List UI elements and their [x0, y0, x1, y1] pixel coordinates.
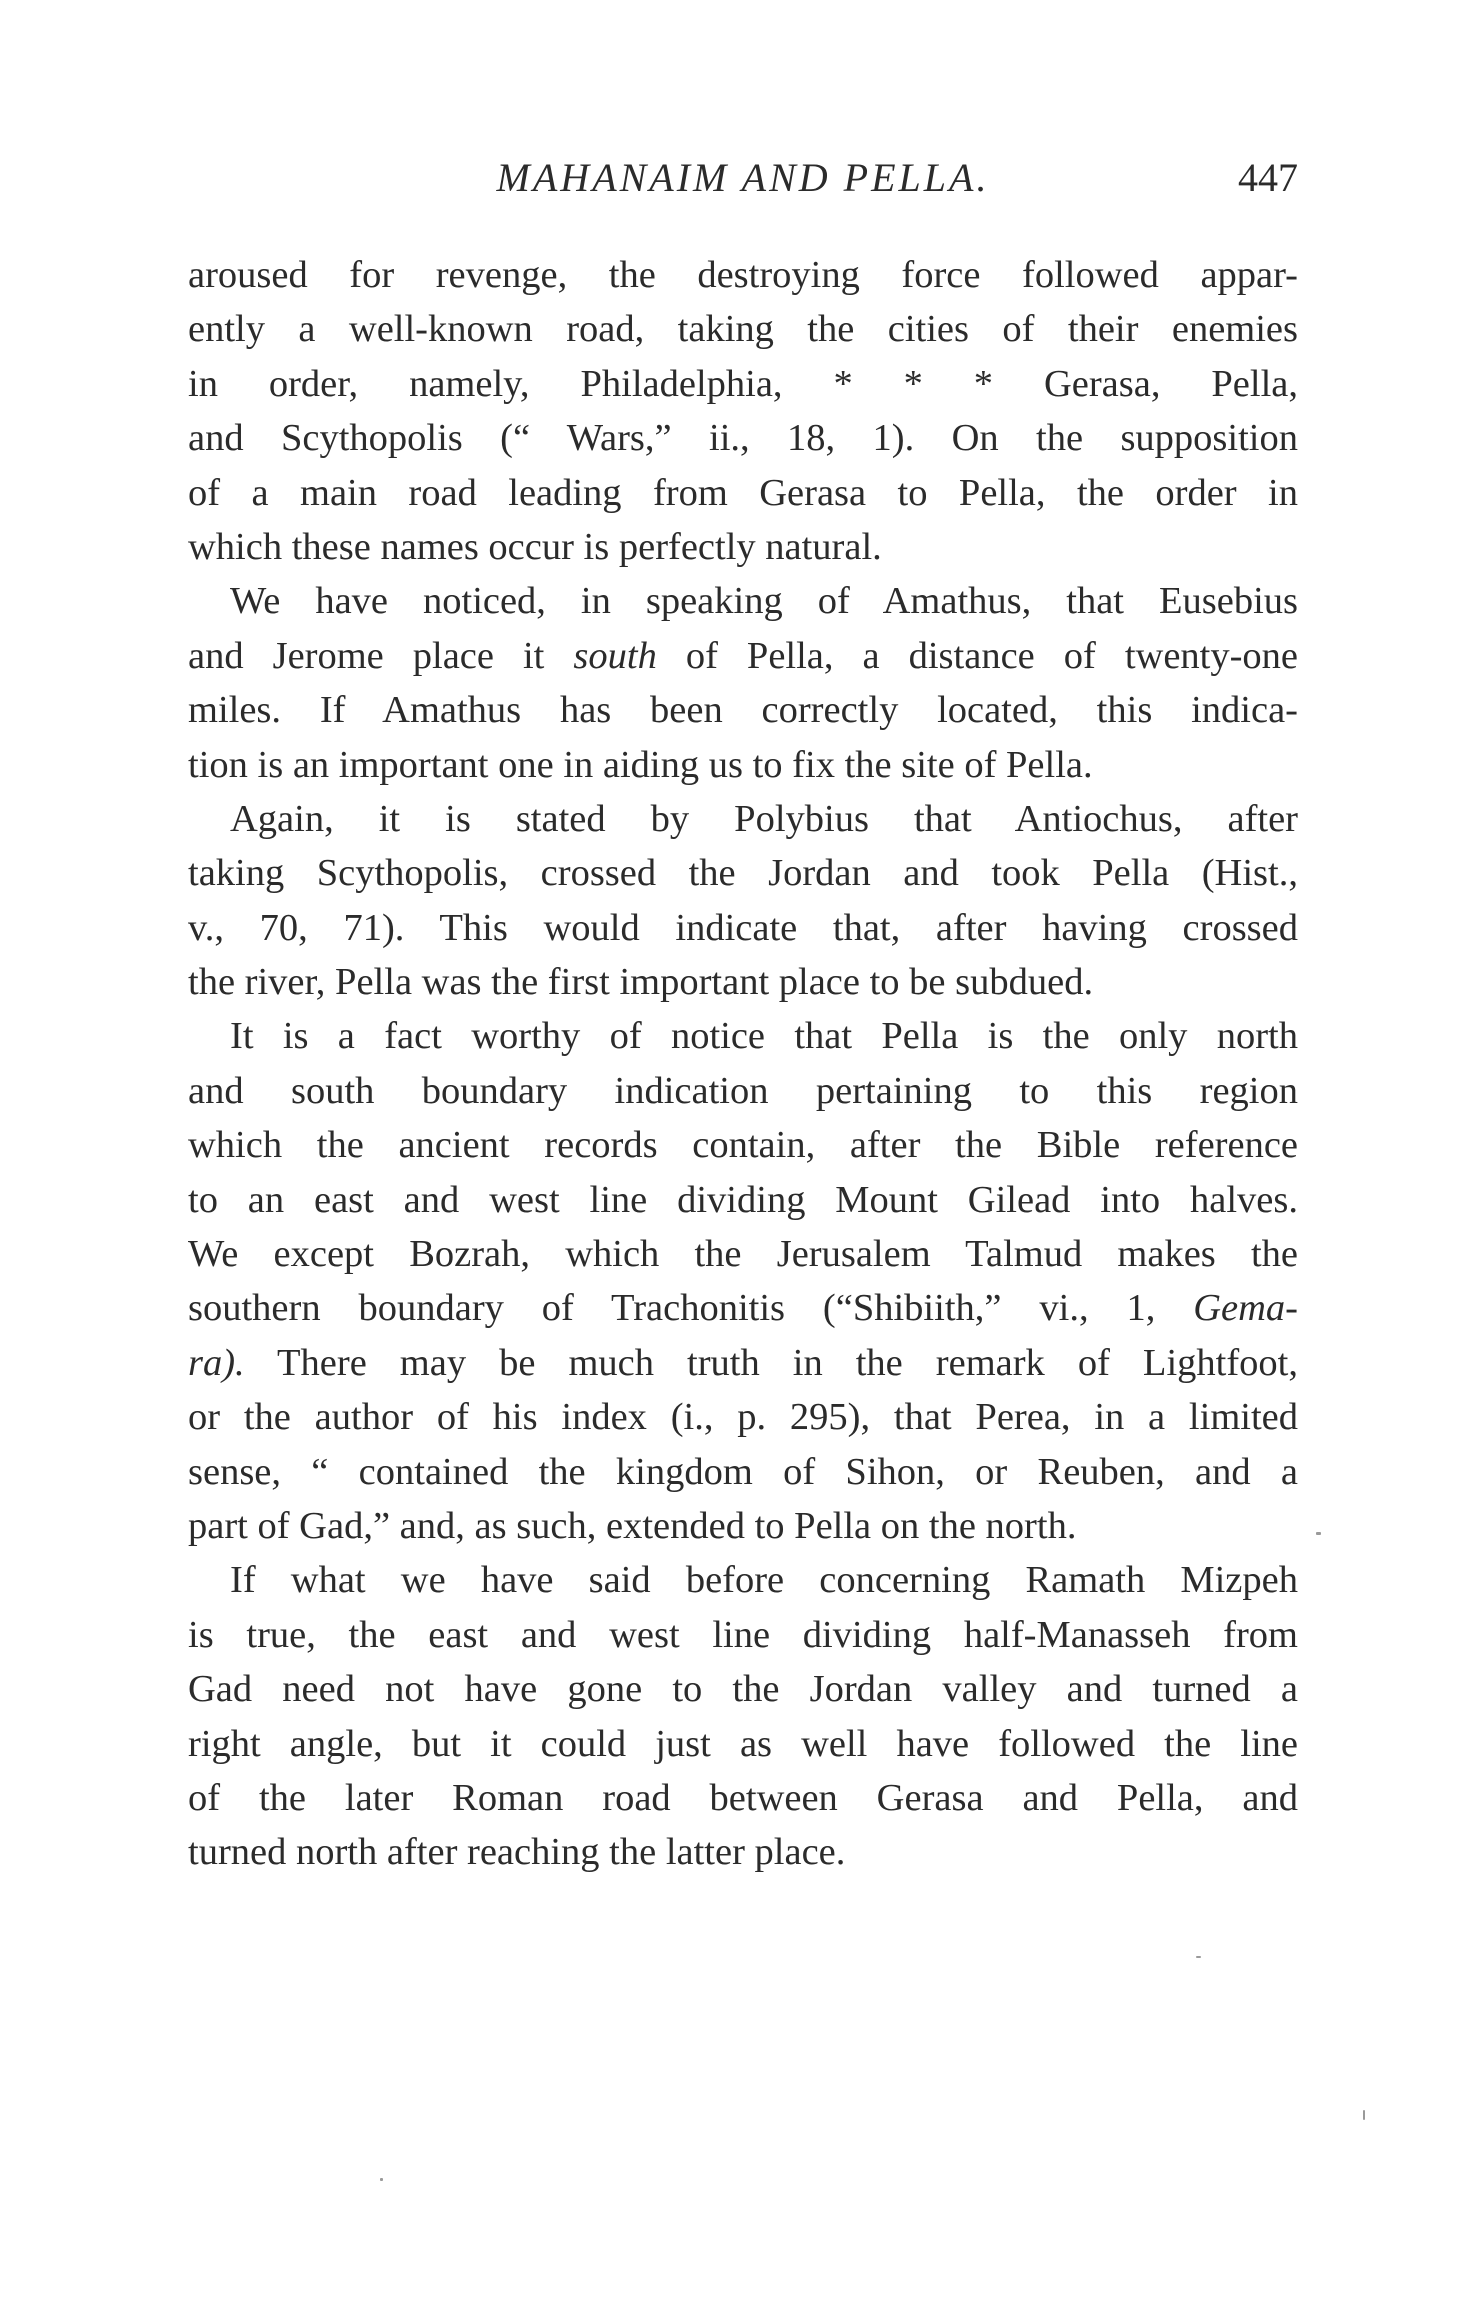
- text-line: It is a fact worthy of notice that Pella is the only north: [230, 1015, 1298, 1058]
- text-line: If what we have said before concerning Ramath Mizpeh: [230, 1559, 1298, 1602]
- text-line: right angle, but it could just as well have followed the line: [188, 1722, 1298, 1765]
- running-title: MAHANAIM AND PELLA.: [496, 155, 990, 200]
- text-line: Again, it is stated by Polybius that Antiochus, after: [230, 797, 1298, 840]
- text-line: and south boundary indication pertaining to this region: [188, 1069, 1298, 1112]
- text-line: the river, Pella was the first important place to be subdued.: [188, 961, 1094, 1004]
- text-line: of the later Roman road between Gerasa and Pella, and: [188, 1776, 1298, 1819]
- text-segment: There may be much truth in the remark of Lightfoot,: [277, 1341, 1298, 1384]
- text-line: is true, the east and west line dividing half-Manasseh from: [188, 1613, 1298, 1656]
- italic-word: Gema-: [1193, 1287, 1298, 1330]
- running-header: [188, 150, 1298, 210]
- paper-speck: [380, 2178, 383, 2181]
- text-line: We except Bozrah, which the Jerusalem Talmud makes the: [188, 1233, 1298, 1276]
- text-line: miles. If Amathus has been correctly located, this indica-: [188, 689, 1298, 732]
- text-line: [188, 1281, 1298, 1335]
- text-line: ently a well-known road, taking the cities of their enemies: [188, 308, 1298, 351]
- text-segment: southern boundary of Trachonitis (“Shibiith,” vi., 1,: [188, 1287, 1156, 1330]
- text-line: turned north after reaching the latter place.: [188, 1831, 846, 1874]
- italic-word: ra).: [188, 1341, 245, 1384]
- body-text: [188, 248, 1298, 1880]
- text-line: or the author of his index (i., p. 295), that Perea, in a limited: [188, 1396, 1298, 1439]
- text-line: part of Gad,” and, as such, extended to Pella on the north.: [188, 1504, 1077, 1547]
- paper-speck: [1196, 1956, 1201, 1958]
- text-line: which the ancient records contain, after the Bible reference: [188, 1124, 1298, 1167]
- text-line: taking Scythopolis, crossed the Jordan and took Pella (Hist.,: [188, 852, 1298, 895]
- text-line: in order, namely, Philadelphia, * * * Gerasa, Pella,: [188, 362, 1298, 405]
- text-line: [188, 629, 1298, 683]
- text-line: tion is an important one in aiding us to fix the site of Pella.: [188, 743, 1093, 786]
- text-line: Gad need not have gone to the Jordan valley and turned a: [188, 1668, 1298, 1711]
- text-line: which these names occur is perfectly natural.: [188, 525, 882, 568]
- text-line: sense, “ contained the kingdom of Sihon, or Reuben, and a: [188, 1450, 1298, 1493]
- text-line: aroused for revenge, the destroying force followed appar-: [188, 254, 1298, 296]
- text-segment: of Pella, a distance of twenty-one: [685, 634, 1299, 677]
- text-line: and Scythopolis (“ Wars,” ii., 18, 1). On the supposition: [188, 417, 1298, 460]
- text-line: v., 70, 71). This would indicate that, after having crossed: [188, 906, 1298, 949]
- text-segment: and Jerome place it: [188, 634, 545, 677]
- text-line: We have noticed, in speaking of Amathus, that Eusebius: [230, 580, 1298, 623]
- text-line: [188, 1336, 1298, 1390]
- page-number: 447: [1238, 155, 1298, 200]
- paper-speck: [1363, 2110, 1365, 2120]
- paper-speck: [1316, 1532, 1321, 1535]
- text-line: to an east and west line dividing Mount Gilead into halves.: [188, 1178, 1298, 1221]
- text-line: of a main road leading from Gerasa to Pella, the order in: [188, 471, 1298, 514]
- italic-word: south: [573, 634, 657, 677]
